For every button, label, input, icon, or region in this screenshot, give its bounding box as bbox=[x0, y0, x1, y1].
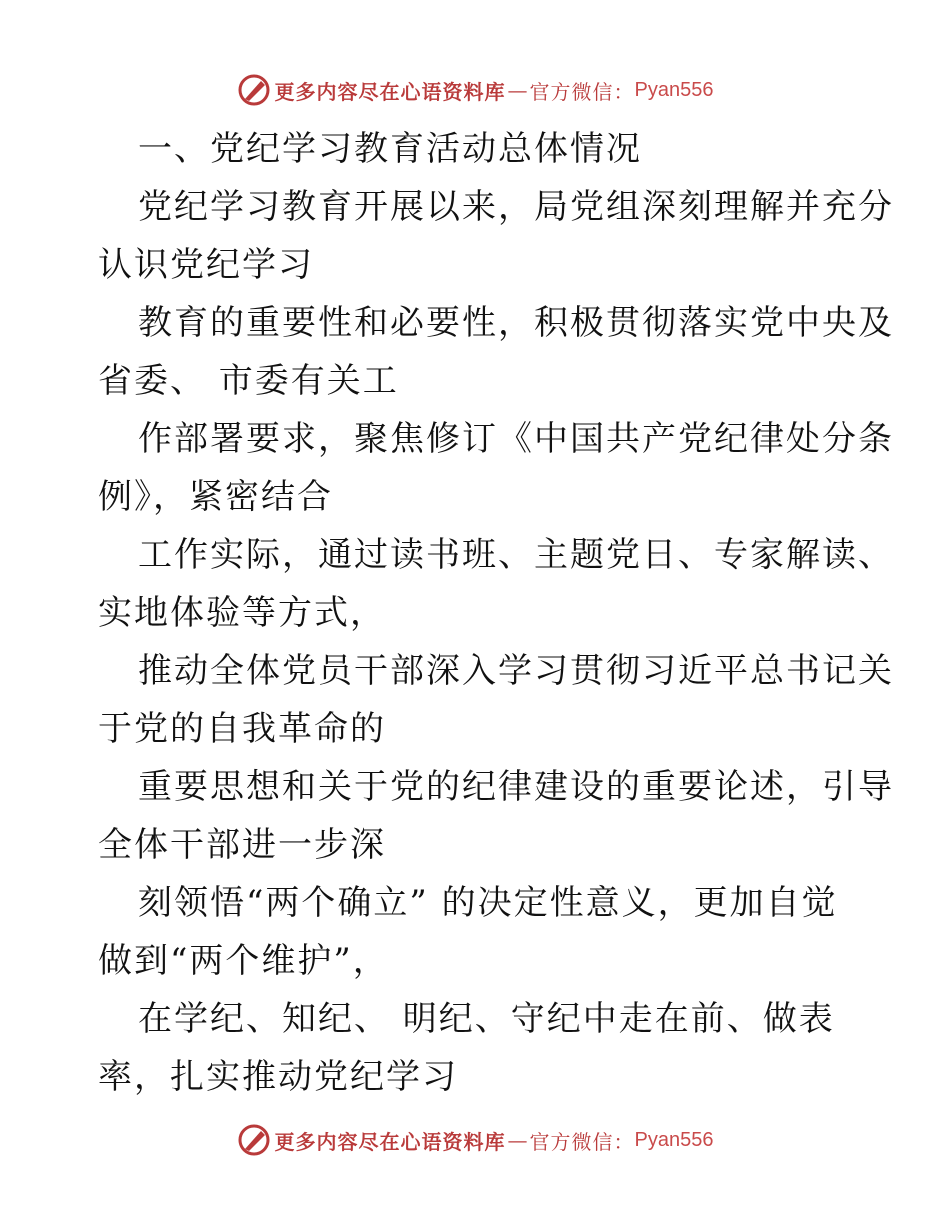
paragraph bbox=[98, 874, 858, 990]
paragraph-line: 重要思想和关于党的纪律建设的重要论述，引导 bbox=[138, 767, 894, 807]
paragraph-line: 刻领悟“两个确立” 的决定性意义，更加自觉 bbox=[138, 883, 838, 923]
watermark-dash: — bbox=[507, 78, 528, 102]
watermark-text: 更多内容尽在心语资料库 bbox=[274, 1129, 506, 1154]
paragraph bbox=[98, 990, 858, 1106]
watermark-id: Pyan556 bbox=[634, 78, 714, 101]
watermark-id: Pyan556 bbox=[634, 1128, 714, 1151]
paragraph-line: 省委、 市委有关工 bbox=[98, 361, 399, 401]
paragraph-line: 作部署要求，聚焦修订《中国共产党纪律处分条 bbox=[138, 419, 894, 459]
paragraph bbox=[98, 178, 894, 294]
paragraph-line: 于党的自我革命的 bbox=[98, 709, 386, 749]
paragraph bbox=[98, 758, 894, 874]
watermark-label: 官方微信： bbox=[529, 79, 635, 104]
watermark-dash: — bbox=[507, 1128, 528, 1152]
watermark-text: 更多内容尽在心语资料库 bbox=[274, 79, 506, 104]
paragraph-line: 推动全体党员干部深入学习贯彻习近平总书记关 bbox=[138, 651, 894, 691]
header-watermark bbox=[0, 72, 950, 108]
paragraph bbox=[98, 642, 894, 758]
paragraph bbox=[98, 294, 894, 410]
watermark-label: 官方微信： bbox=[529, 1129, 635, 1154]
paragraph-line: 全体干部进一步深 bbox=[98, 825, 386, 865]
pen-logo-icon bbox=[237, 73, 271, 107]
paragraph-line: 工作实际，通过读书班、主题党日、专家解读、 bbox=[138, 535, 894, 575]
paragraph-line: 在学纪、知纪、 明纪、守纪中走在前、做表 bbox=[138, 999, 835, 1039]
paragraph-line: 认识党纪学习 bbox=[98, 245, 314, 285]
footer-watermark bbox=[0, 1122, 950, 1158]
paragraph bbox=[98, 410, 894, 526]
paragraph-line: 例》，紧密结合 bbox=[98, 477, 333, 517]
paragraph-line: 做到“两个维护”， bbox=[98, 941, 389, 981]
document-body bbox=[98, 120, 894, 1106]
paragraph-line: 党纪学习教育开展以来，局党组深刻理解并充分 bbox=[138, 187, 894, 227]
paragraph-line: 率，扎实推动党纪学习 bbox=[98, 1057, 458, 1097]
paragraph bbox=[98, 526, 894, 642]
section-heading: 一、党纪学习教育活动总体情况 bbox=[138, 129, 642, 169]
paragraph-line: 实地体验等方式， bbox=[98, 593, 386, 633]
pen-logo-icon bbox=[237, 1123, 271, 1157]
paragraph-line: 教育的重要性和必要性，积极贯彻落实党中央及 bbox=[138, 303, 894, 343]
